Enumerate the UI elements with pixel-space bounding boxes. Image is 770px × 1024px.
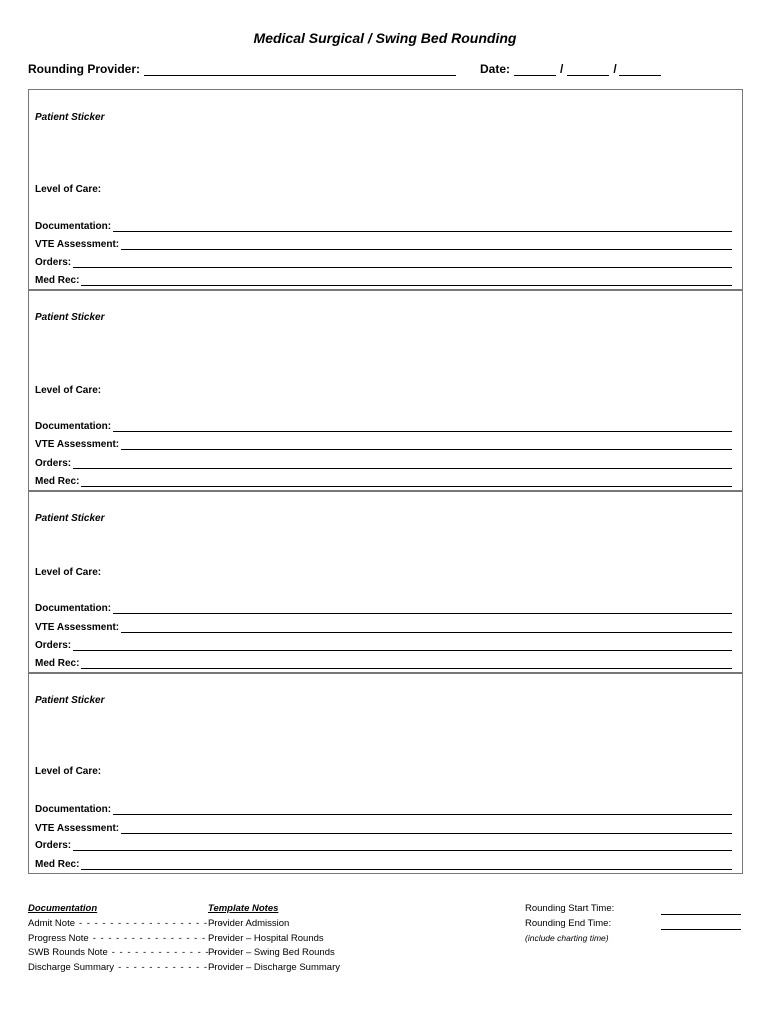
orders-row[interactable] [35,456,732,469]
vte-row[interactable] [35,437,732,450]
med-rec-row[interactable] [35,857,732,870]
doc-item-label: SWB Rounds Note [28,947,108,958]
vte-line[interactable] [121,438,732,450]
patient-sticker-label: Patient Sticker [35,513,105,524]
provider-label: Rounding Provider: [28,62,140,76]
date-separator: / [613,62,617,76]
date-year-blank[interactable] [619,63,661,76]
template-notes-header: Template Notes [208,903,279,914]
charting-note: (include charting time) [525,933,609,943]
documentation-label: Documentation: [35,603,112,614]
documentation-label: Documentation: [35,221,112,232]
med-rec-line[interactable] [81,475,732,487]
med-rec-label: Med Rec: [35,476,80,487]
vte-label: VTE Assessment: [35,823,120,834]
vte-line[interactable] [121,621,732,633]
documentation-line[interactable] [113,602,732,614]
doc-item-dashes: - - - - - - - - - - - - - - - - - [92,932,222,944]
list-item [28,947,225,962]
date-day-blank[interactable] [567,63,609,76]
patient-block [28,491,743,673]
level-of-care-label: Level of Care: [35,567,102,578]
med-rec-label: Med Rec: [35,275,80,286]
doc-item-dashes: - - - - - - - - - - - - - - - [111,947,226,958]
list-item: Provider Admission [208,918,290,929]
med-rec-label: Med Rec: [35,859,80,870]
documentation-line[interactable] [113,803,732,815]
med-rec-row[interactable] [35,273,732,286]
end-time-label: Rounding End Time: [525,918,612,929]
level-of-care-label: Level of Care: [35,385,102,396]
vte-label: VTE Assessment: [35,239,120,250]
provider-field[interactable] [28,62,456,76]
level-of-care-label: Level of Care: [35,184,102,195]
rounding-times [525,903,741,943]
template-notes-list [208,903,340,976]
patient-block [28,673,743,874]
documentation-label: Documentation: [35,421,112,432]
documentation-row[interactable] [35,219,732,232]
end-time-line[interactable] [661,918,741,930]
documentation-line[interactable] [113,220,732,232]
footer [28,903,743,983]
doc-item-dashes: - - - - - - - - - - - - - - - - - - - [79,918,224,929]
orders-label: Orders: [35,640,72,651]
orders-line[interactable] [73,457,732,469]
doc-item-dashes: - - - - - - - - - - - - - [118,961,216,973]
vte-label: VTE Assessment: [35,439,120,450]
list-item [28,933,225,948]
patient-sticker-label: Patient Sticker [35,312,105,323]
header-line [28,62,738,78]
list-item [28,918,225,933]
documentation-header: Documentation [28,903,98,914]
documentation-row[interactable] [35,601,732,614]
vte-row[interactable] [35,237,732,250]
start-time-label: Rounding Start Time: [525,903,615,914]
vte-line[interactable] [121,238,732,250]
orders-row[interactable] [35,638,732,651]
doc-item-label: Discharge Summary [28,961,115,973]
orders-label: Orders: [35,458,72,469]
date-label: Date: [480,62,511,76]
page-title: Medical Surgical / Swing Bed Rounding [253,30,517,46]
orders-row[interactable] [35,255,732,268]
documentation-label: Documentation: [35,804,112,815]
vte-line[interactable] [121,822,732,834]
list-item: Provider – Hospital Rounds [208,932,324,944]
start-time-line[interactable] [661,903,741,915]
patient-sticker-label: Patient Sticker [35,112,105,123]
med-rec-line[interactable] [81,858,732,870]
patient-block [28,89,743,290]
documentation-row[interactable] [35,802,732,815]
list-item [28,962,225,977]
med-rec-label: Med Rec: [35,658,80,669]
orders-label: Orders: [35,257,72,268]
patient-block [28,290,743,491]
doc-item-label: Admit Note [28,918,75,929]
date-separator: / [560,62,564,76]
orders-line[interactable] [73,639,732,651]
documentation-row[interactable] [35,419,732,432]
orders-row[interactable] [35,838,732,851]
start-time-row[interactable] [525,903,741,918]
vte-row[interactable] [35,620,732,633]
vte-row[interactable] [35,821,732,834]
list-item: Provider – Swing Bed Rounds [208,947,335,958]
level-of-care-label: Level of Care: [35,766,102,777]
med-rec-line[interactable] [81,274,732,286]
orders-label: Orders: [35,840,72,851]
documentation-line[interactable] [113,420,732,432]
med-rec-row[interactable] [35,474,732,487]
documentation-list [28,903,225,976]
list-item: Provider – Discharge Summary [208,961,340,973]
orders-line[interactable] [73,256,732,268]
patient-sticker-label: Patient Sticker [35,695,105,706]
vte-label: VTE Assessment: [35,622,120,633]
end-time-row[interactable] [525,918,741,933]
orders-line[interactable] [73,839,732,851]
date-month-blank[interactable] [514,63,556,76]
med-rec-line[interactable] [81,657,732,669]
med-rec-row[interactable] [35,656,732,669]
provider-blank[interactable] [144,63,456,76]
doc-item-label: Progress Note [28,932,89,944]
date-field[interactable] [480,62,661,76]
